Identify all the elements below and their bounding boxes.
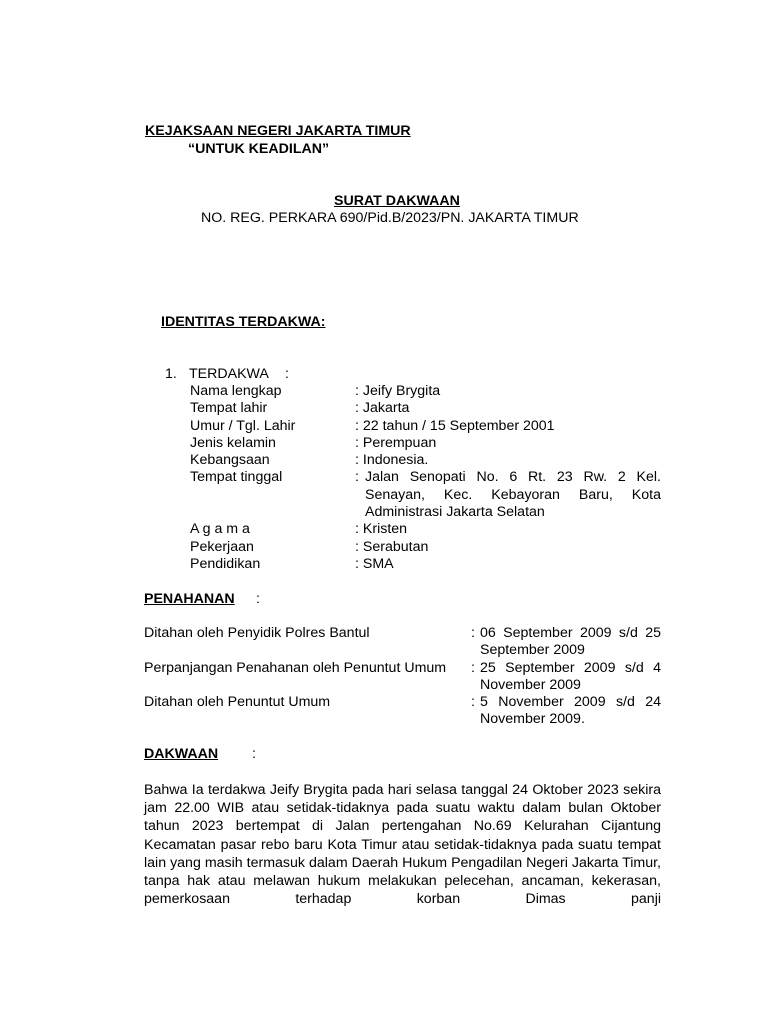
detention-heading-colon: :	[256, 591, 260, 607]
defendant-number: 1.	[165, 366, 177, 382]
identity-label: Umur / Tgl. Lahir	[190, 417, 296, 434]
identity-value: : SMA	[355, 555, 394, 572]
identity-label: Jenis kelamin	[190, 434, 276, 451]
identity-colon: :	[355, 469, 359, 486]
identity-label: Tempat tinggal	[190, 469, 283, 486]
detention-value: 25 September 2009 s/d 4 November 2009	[480, 659, 661, 693]
identity-label: Tempat lahir	[190, 400, 268, 417]
identity-value: : Jakarta	[355, 400, 410, 417]
detention-colon: :	[471, 625, 475, 641]
detention-row	[144, 625, 661, 660]
identity-table	[190, 383, 661, 573]
indictment-heading-colon: :	[252, 746, 256, 762]
identity-row	[190, 435, 661, 452]
identity-value: : 22 tahun / 15 September 2001	[355, 417, 555, 434]
document-title: SURAT DAKWAAN	[334, 193, 460, 209]
identity-address: Jalan Senopati No. 6 Rt. 23 Rw. 2 Kel. Senayan, Kec. Kebayoran Baru, Kota Administrasi Jakarta Selatan	[365, 469, 661, 521]
identity-row	[190, 521, 661, 538]
detention-colon: :	[471, 659, 475, 676]
identity-label: Pendidikan	[190, 555, 261, 572]
identity-row	[190, 383, 661, 400]
identity-label: A g a m a	[190, 521, 250, 538]
identity-heading: IDENTITAS TERDAKWA:	[161, 314, 326, 330]
identity-value: : Jeify Brygita	[355, 383, 441, 399]
identity-value: : Perempuan	[355, 434, 437, 451]
identity-label: Kebangsaan	[190, 452, 270, 469]
identity-row	[190, 400, 661, 417]
identity-value: : Serabutan	[355, 538, 429, 555]
detention-label: Perpanjangan Penahanan oleh Penuntut Umum	[144, 659, 447, 676]
identity-value: : Indonesia.	[355, 452, 429, 469]
identity-value: : Kristen	[355, 521, 408, 538]
identity-row	[190, 418, 661, 435]
defendant-label: TERDAKWA	[189, 366, 269, 382]
identity-label: Nama lengkap	[190, 383, 282, 399]
registration-number: NO. REG. PERKARA 690/Pid.B/2023/PN. JAKARTA TIMUR	[201, 210, 579, 226]
indictment-paragraph: Bahwa Ia terdakwa Jeify Brygita pada hari selasa tanggal 24 Oktober 2023 sekira jam 22.00 WIB atau setidak-tidaknya pada suatu waktu dalam bulan Oktober tahun 2023 bertempat di Jalan pertengahan No.69 Kelurahan Cijantung Kecamatan pasar rebo baru Kota Timur atau setidak-tidaknya pada suatu tempat lain yang masih termasuk dalam Daerah Hukum Pengadilan Negeri Jakarta Timur, tanpa hak atau melawan hukum melakukan pelecehan, ancaman, kekerasan, pemerkosaan terhadap korban Dimas panji	[144, 782, 661, 908]
detention-row	[144, 660, 661, 695]
defendant-colon: :	[285, 366, 289, 382]
detention-value: 5 November 2009 s/d 24 November 2009.	[480, 694, 661, 728]
detention-value: 06 September 2009 s/d 25 September 2009	[480, 625, 661, 659]
detention-heading: PENAHANAN	[144, 591, 235, 607]
detention-colon: :	[471, 694, 475, 711]
institution-motto: “UNTUK KEADILAN”	[188, 141, 330, 157]
detention-row	[144, 694, 661, 729]
detention-table	[144, 625, 661, 729]
identity-row	[190, 452, 661, 469]
identity-row	[190, 539, 661, 556]
identity-label: Pekerjaan	[190, 538, 254, 555]
identity-row	[190, 469, 661, 521]
detention-label: Ditahan oleh Penyidik Polres Bantul	[144, 625, 370, 641]
institution-name: KEJAKSAAN NEGERI JAKARTA TIMUR	[145, 123, 411, 139]
indictment-heading: DAKWAAN	[144, 746, 219, 762]
detention-label: Ditahan oleh Penuntut Umum	[144, 694, 331, 711]
identity-row	[190, 556, 661, 573]
